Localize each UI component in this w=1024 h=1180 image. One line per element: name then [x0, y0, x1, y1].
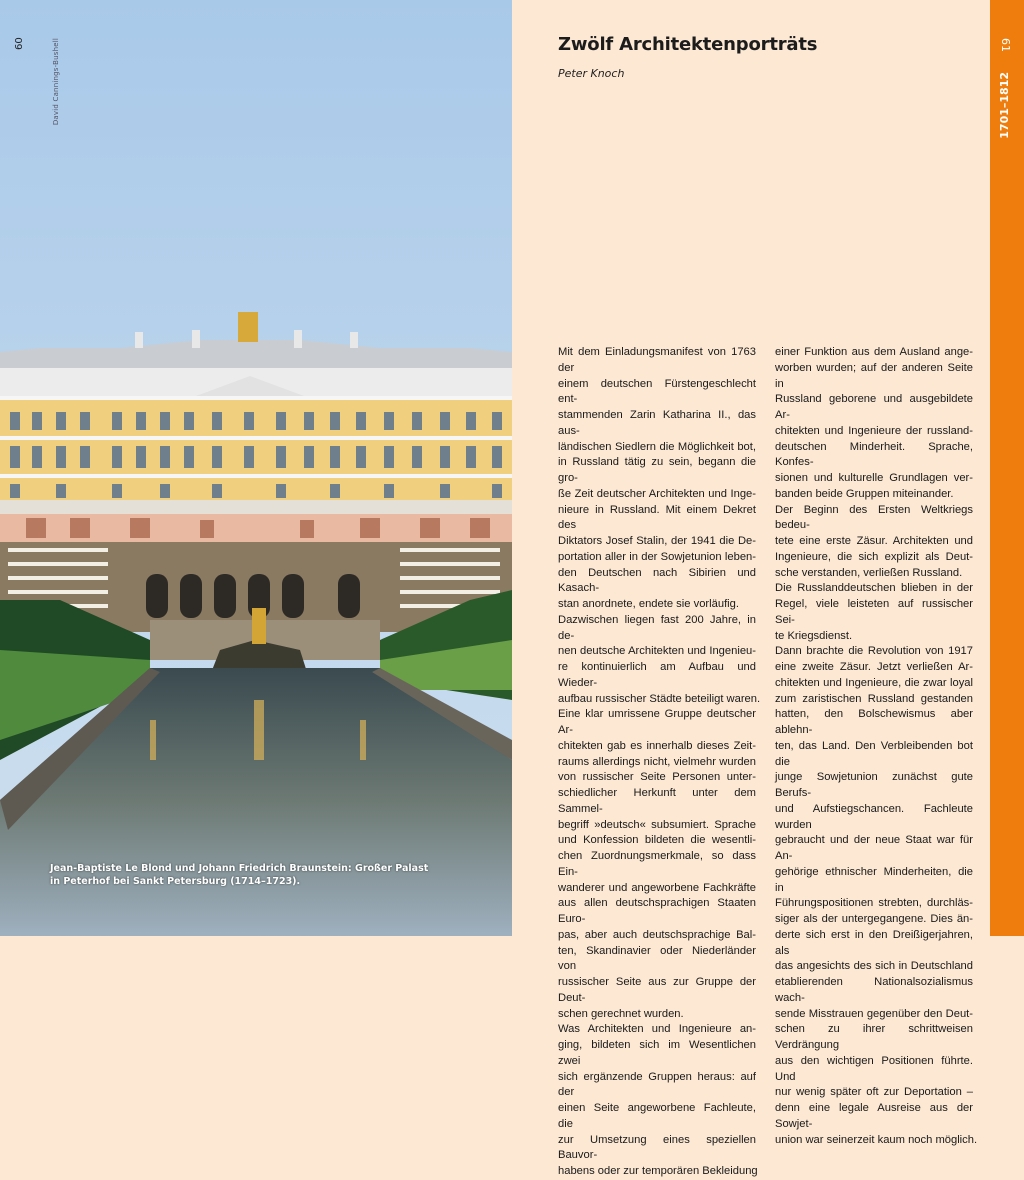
text-line: union war seinerzeit kaum noch möglich.	[775, 1133, 978, 1146]
text-line: chitekten und Ingenieure, die zwar loyal	[775, 676, 973, 689]
text-line: schiedlicher Herkunft unter dem Sammel-	[558, 787, 756, 815]
text-column-right	[775, 345, 978, 1148]
left-page	[0, 0, 512, 936]
left-page-number: 60	[14, 37, 25, 50]
article-author: Peter Knoch	[558, 67, 625, 80]
text-line: Diktators Josef Stalin, der 1941 die De-	[558, 535, 756, 547]
text-line: Eine klar umrissene Gruppe deutscher Ar-	[558, 708, 756, 736]
text-line: sende Misstrauen gegenüber den Deut-	[775, 1007, 973, 1020]
text-line: ging, bildeten sich im Wesentlichen zwei	[558, 1039, 756, 1067]
text-line: von russischer Seite Personen unter-	[558, 771, 756, 784]
text-line: aus allen deutschsprachigen Staaten Euro-	[558, 897, 756, 925]
article-title: Zwölf Architektenporträts	[558, 34, 818, 55]
text-line: sche verstanden, verließen Russland.	[775, 566, 963, 579]
text-line: chitekten gab es innerhalb dieses Zeit-	[558, 739, 756, 752]
text-line: schen zu ihrer schrittweisen Verdrängung	[775, 1023, 973, 1051]
text-line: in Russland tätig zu sein, begann die gro-	[558, 456, 756, 484]
text-line: zum zaristischen Russland gestanden	[775, 692, 973, 705]
text-line: einem deutschen Fürstengeschlecht ent-	[558, 377, 756, 406]
text-line: gebraucht und der neue Staat war für An-	[775, 834, 973, 862]
photo-credit: David Cannings-Bushell	[52, 38, 60, 126]
text-line: Dazwischen liegen fast 200 Jahre, in de-	[558, 613, 756, 642]
text-line: banden beide Gruppen miteinander.	[775, 487, 954, 500]
text-line: deutschen Minderheit. Sprache, Konfes-	[775, 440, 973, 469]
text-line: chen Zuordnungsmerkmale, so dass Ein-	[558, 850, 756, 878]
text-line: einen Seite angeworbene Fachleute, die	[558, 1102, 756, 1130]
text-line: aus den wichtigen Positionen führte. Und	[775, 1054, 973, 1083]
text-line: Ingenieure, die sich explizit als Deut-	[775, 550, 973, 563]
text-line: derte sich erst in den Dreißigerjahren, als	[775, 928, 973, 957]
text-line: worben wurden; auf der anderen Seite in	[775, 361, 973, 390]
text-line: raums allerdings nicht, vielmehr wurden	[558, 755, 756, 768]
text-line: habens oder zur temporären Bekleidung	[558, 1165, 758, 1177]
text-line: Mit dem Einladungsmanifest von 1763 der	[558, 346, 756, 374]
text-line: den Deutschen nach Sibirien und Kasach-	[558, 566, 756, 595]
photo-caption: Jean-Baptiste Le Blond und Johann Friedrich Braunstein: Großer Palast in Peterhof bei Sankt Petersburg (1714–1723).	[50, 863, 429, 887]
text-line: das angesichts des sich in Deutschland	[775, 960, 973, 973]
text-line: chitekten und Ingenieure der russland-	[775, 424, 973, 437]
text-line: pas, aber auch deutschsprachige Bal-	[558, 928, 756, 941]
right-page	[512, 0, 990, 1177]
text-line: sich ergänzende Gruppen heraus: auf der	[558, 1070, 756, 1099]
text-line: Der Beginn des Ersten Weltkriegs bedeu-	[775, 503, 973, 532]
text-line: eine zweite Zäsur. Jetzt verließen Ar-	[775, 661, 973, 673]
text-line: junge Sowjetunion zunächst gute Berufs-	[775, 771, 973, 799]
text-line: sionen und kulturelle Grundlagen ver-	[775, 472, 973, 484]
text-line: russischer Seite aus zur Gruppe der Deut-	[558, 976, 756, 1004]
text-line: schen gerechnet wurden.	[558, 1007, 684, 1020]
text-line: re kontinuierlich am Aufbau und Wieder-	[558, 661, 756, 689]
text-line: und Konfession bildeten die wesentli-	[558, 834, 756, 847]
text-line: tete eine erste Zäsur. Architekten und	[775, 535, 973, 547]
text-line: und Aufstiegschancen. Fachleute wurden	[775, 802, 973, 831]
right-page-number: 61	[999, 38, 1012, 52]
text-line: begriff »deutsch« subsumiert. Sprache	[558, 818, 756, 831]
text-line: ten, das Land. Den Verbleibenden bot die	[775, 739, 973, 768]
text-line: Die Russlanddeutschen blieben in der	[775, 582, 973, 595]
text-line: Russland geborene und ausgebildete Ar-	[775, 393, 973, 421]
text-line: hatten, den Bolschewismus aber ablehn-	[775, 708, 973, 736]
text-line: Regel, viele leisteten auf russischer Sei-	[775, 598, 973, 626]
palace-photo	[0, 0, 512, 936]
text-line: ße Zeit deutscher Architekten und Inge-	[558, 487, 756, 500]
text-line: aufbau russischer Städte beteiligt waren.	[558, 692, 761, 705]
text-line: ländischen Siedlern die Möglichkeit bot,	[558, 440, 756, 453]
text-line: Was Architekten und Ingenieure an-	[558, 1023, 756, 1036]
text-line: stammenden Zarin Katharina II., das aus-	[558, 409, 756, 437]
text-line: nieure in Russland. Mit einem Dekret des	[558, 503, 756, 532]
text-line: stan anordnete, endete sie vorläufig.	[558, 598, 739, 610]
text-line: etablierenden Nationalsozialismus wach-	[775, 976, 973, 1004]
text-line: Dann brachte die Revolution von 1917	[775, 645, 973, 658]
text-line: nur wenig später oft zur Deportation –	[775, 1086, 973, 1099]
chapter-tab	[990, 0, 1024, 936]
text-line: portation aller in der Sowjetunion leben-	[558, 550, 756, 563]
text-column-left	[558, 345, 761, 1180]
text-line: gehörige ethnischer Minderheiten, die in	[775, 865, 973, 894]
text-line: ten, Skandinavier oder Niederländer von	[558, 944, 756, 973]
text-line: denn eine legale Ausreise aus der Sowjet-	[775, 1102, 973, 1130]
text-line: Führungspositionen strebten, durchläs-	[775, 897, 973, 910]
era-label: 1701–1812	[998, 72, 1011, 139]
text-line: siger als der untergegangene. Dies än-	[775, 913, 973, 925]
text-line: einer Funktion aus dem Ausland ange-	[775, 346, 973, 358]
text-line: zur Umsetzung eines speziellen Bauvor-	[558, 1133, 756, 1162]
text-line: nen deutsche Architekten und Ingenieu-	[558, 645, 756, 658]
text-line: te Kriegsdienst.	[775, 629, 853, 642]
text-line: wanderer und angeworbene Fachkräfte	[558, 881, 756, 894]
